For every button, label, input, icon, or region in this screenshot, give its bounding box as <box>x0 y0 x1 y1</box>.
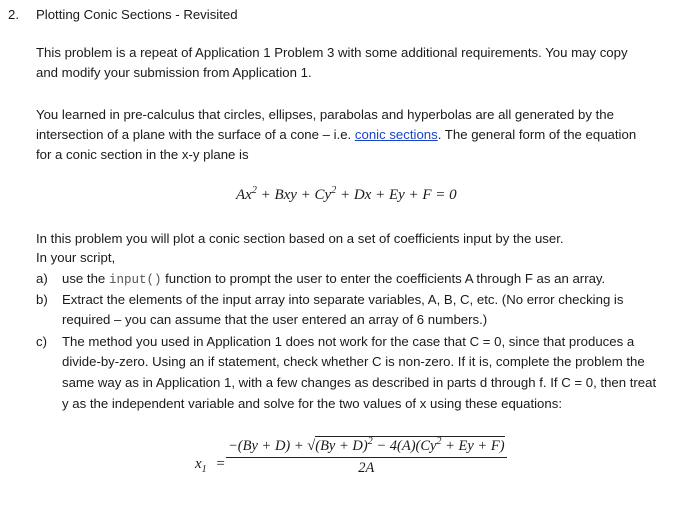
eq-term-rest: + Dx + Ey + F = 0 <box>336 187 457 203</box>
intro-line-2: and modify your submission from Application 1. <box>36 65 312 80</box>
conic-sections-link[interactable]: conic sections <box>354 127 438 142</box>
radicand-exp-2: 2 <box>436 436 442 448</box>
formula-x-subscript: 1 <box>201 464 207 475</box>
radicand <box>315 436 504 454</box>
background-line-2-end: . The general form of the equation <box>437 127 637 142</box>
item-b-line-1: Extract the elements of the input array into separate variables, A, B, C, etc. (No error checking is <box>62 292 624 307</box>
item-b-marker: b) <box>36 292 48 307</box>
background-line-2 <box>36 126 636 144</box>
fraction-bar <box>226 457 507 458</box>
question-number: 2. <box>8 7 19 22</box>
radicand-exp-1: 2 <box>367 436 373 448</box>
item-a-marker: a) <box>36 271 48 286</box>
item-a-after: function to prompt the user to enter the coefficients A through F as an array. <box>161 271 606 286</box>
square-root-symbol: √ <box>307 438 316 454</box>
task-line-1: In this problem you will plot a conic section based on a set of coefficients input by the user. <box>36 231 564 246</box>
input-function-code: input() <box>108 273 162 287</box>
item-a-before: use the <box>62 271 109 286</box>
formula-x: x <box>195 456 202 472</box>
fraction-denominator: 2A <box>358 460 375 476</box>
item-a-text <box>62 270 605 289</box>
item-c-line-2: divide-by-zero. Using an if statement, check whether C is non-zero. If it is, complete the problem the <box>62 354 645 369</box>
eq-exp-2: 2 <box>331 185 337 196</box>
radicand-part-3: + Ey + F) <box>441 438 505 454</box>
item-c-line-3: same way as in Application 1, with a few changes as described in parts d through f. If C = 0, then treat <box>62 375 657 390</box>
numerator-prefix: −(By + D) + <box>228 438 308 454</box>
background-line-3: for a conic section in the x-y plane is <box>36 147 249 162</box>
item-c-line-4: y as the independent variable and solve for the two values of x using these equations: <box>62 396 562 411</box>
general-equation <box>236 186 457 204</box>
formula-equals: = <box>216 456 225 472</box>
fraction-numerator <box>226 438 507 455</box>
item-c-marker: c) <box>36 334 47 349</box>
item-c-line-1: The method you used in Application 1 does not work for the case that C = 0, since that produces a <box>62 334 635 349</box>
question-title: Plotting Conic Sections - Revisited <box>36 7 238 22</box>
radicand-part-2: − 4(A)(Cy <box>372 438 437 454</box>
task-line-2: In your script, <box>36 250 116 265</box>
formula-lhs <box>195 455 225 473</box>
item-b-line-2: required – you can assume that the user entered an array of 6 numbers.) <box>62 312 488 327</box>
background-line-1: You learned in pre-calculus that circles, ellipses, parabolas and hyperbolas are all generated by the <box>36 107 614 122</box>
quadratic-fraction <box>226 438 507 477</box>
intro-line-1: This problem is a repeat of Application 1 Problem 3 with some additional requirements. You may copy <box>36 45 628 60</box>
eq-exp-1: 2 <box>251 185 257 196</box>
eq-term-bc: + Bxy + Cy <box>256 187 332 203</box>
background-line-2-start: intersection of a plane with the surface of a cone – i.e. <box>36 127 355 142</box>
radicand-part-1: (By + D) <box>315 438 368 454</box>
eq-term-a: Ax <box>236 187 252 203</box>
